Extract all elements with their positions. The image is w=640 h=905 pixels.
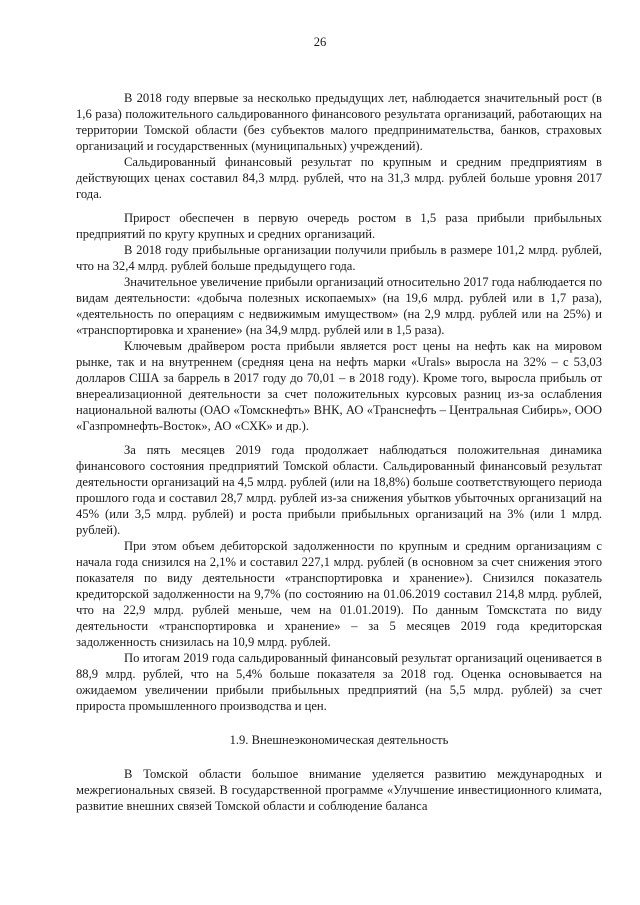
paragraph-growth-source: Прирост обеспечен в первую очередь ростом в 1,5 раза прибыли прибыльных предприятий по кругу крупных и средних организаций. — [76, 211, 602, 241]
paragraph-profitable-orgs: В 2018 году прибыльные организации получили прибыль в размере 101,2 млрд. рублей, что на 32,4 млрд. рублей больше предыдущего года. — [76, 243, 602, 273]
paragraph-five-months-2019: За пять месяцев 2019 года продолжает наблюдаться положительная динамика финансового состояния предприятий Томской области. Сальдированный финансовый результат деятельности организаций на 4,5 млрд. рублей (или на 18,8%) больше соответствующего периода прошлого года и составил 28,7 млрд. рублей из-за снижения убытков убыточных организаций на 45% (или 3,5 млрд. рублей) и роста прибыли прибыльных организаций на 3% (или 1 млрд. рублей). — [76, 443, 602, 537]
paragraph-activity-types: Значительное увеличение прибыли организаций относительно 2017 года наблюдается по видам деятельности: «добыча полезных ископаемых» (на 19,6 млрд. рублей или в 1,7 раза), «деятельность по операциям с недвижимым имуществом» (на 2,9 млрд. рублей или на 25%) и «транспортировка и хранение» (на 34,9 млрд. рублей или в 1,5 раза). — [76, 275, 602, 337]
paragraph-foreign-relations: В Томской области большое внимание уделяется развитию международных и межрегиональных связей. В государственной программе «Улучшение инвестиционного климата, развитие внешних связей Томской области и соблюдение баланса — [76, 767, 602, 813]
paragraph-profit-growth: В 2018 году впервые за несколько предыдущих лет, наблюдается значительный рост (в 1,6 раза) положительного сальдированного финансового результата организаций, работающих на территории Томской области (без субъектов малого предпринимательства, банков, страховых организаций и государственных (муниципальных) учреждений). — [76, 91, 602, 153]
paragraph-financial-result: Сальдированный финансовый результат по крупным и средним предприятиям в действующих ценах составил 84,3 млрд. рублей, что на 31,3 млрд. рублей больше уровня 2017 года. — [76, 155, 602, 201]
document-body — [76, 90, 602, 814]
paragraph-oil-price-driver: Ключевым драйвером роста прибыли является рост цены на нефть как на мировом рынке, так и на внутреннем (средняя цена на нефть марки «Urals» выросла на 32% – с 53,03 долларов США за баррель в 2017 году до 70,01 – в 2018 году). Кроме того, выросла прибыль от внереализационной деятельности за счет положительных курсовых разниц из-за ослабления национальной валюты (ОАО «Томскнефть» ВНК, АО «Транснефть – Центральная Сибирь», ООО «Газпромнефть-Восток», АО «СХК» и др.). — [76, 339, 602, 433]
paragraph-2019-estimate: По итогам 2019 года сальдированный финансовый результат организаций оценивается в 88,9 млрд. рублей, что на 5,4% больше показателя за 2018 год. Оценка основывается на ожидаемом увеличении прибыли прибыльных предприятий (на 5,5 млрд. рублей) за счет прироста промышленного производства и цен. — [76, 651, 602, 713]
paragraph-receivables-payables: При этом объем дебиторской задолженности по крупным и средним организациям с начала года снизился на 2,1% и составил 227,1 млрд. рублей (в основном за счет снижения этого показателя по виду деятельности «транспортировка и хранение»). Снизился показатель кредиторской задолженности на 9,7% (по состоянию на 01.06.2019 составил 214,8 млрд. рублей, что на 22,9 млрд. рублей меньше, чем на 01.01.2019). По данным Томскстата по виду деятельности «транспортировка и хранение» – за 5 месяцев 2019 года кредиторская задолженность снизилась на 10,9 млрд. рублей. — [76, 539, 602, 649]
page-number: 26 — [313, 35, 327, 49]
section-heading: 1.9. Внешнеэкономическая деятельность — [229, 733, 449, 747]
